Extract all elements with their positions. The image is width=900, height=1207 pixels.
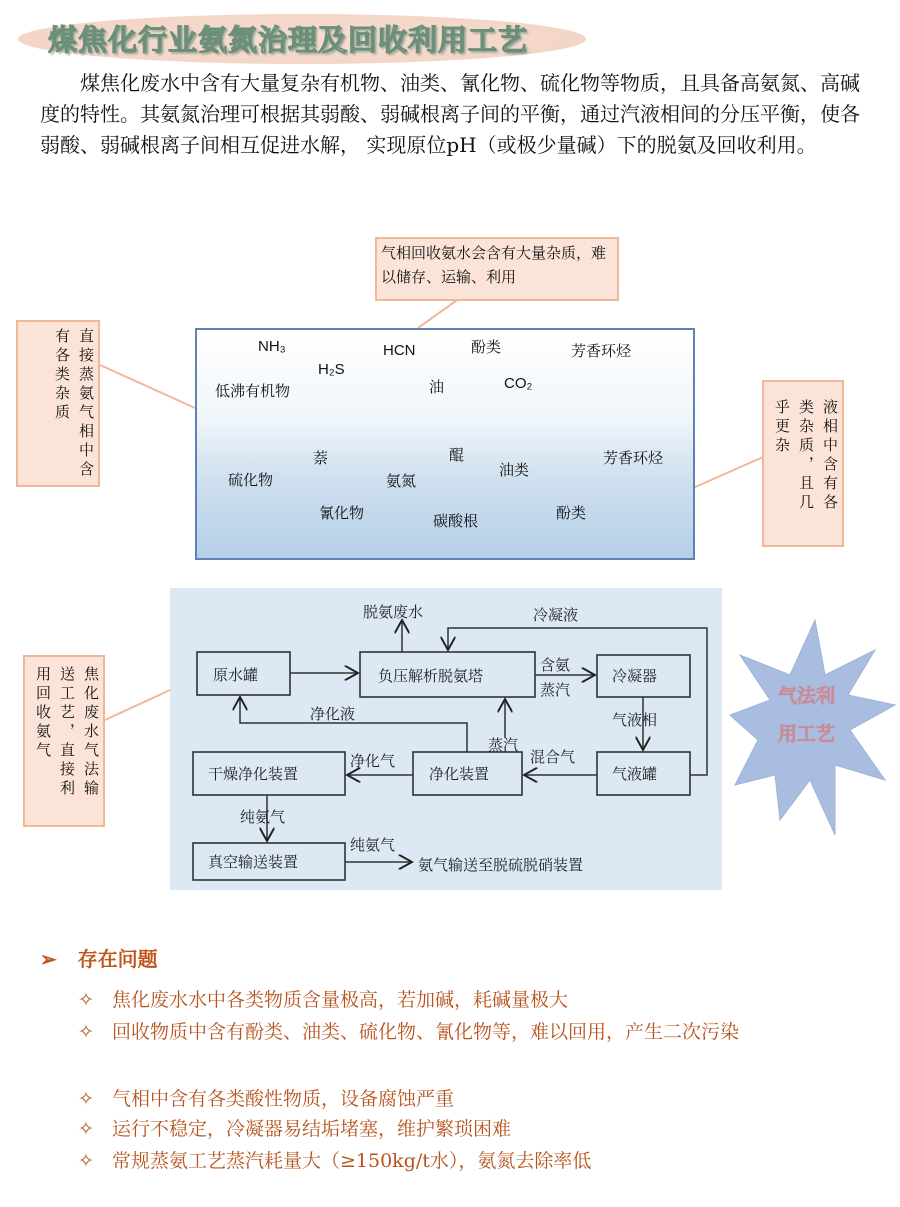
label-ammonia: 氨氮 [386,472,417,490]
label-co2: CO₂ [504,375,533,392]
label-ammonia-steam-1: 含氨 [540,656,571,674]
badge-line1: 气法利 [778,685,836,707]
problem-item [78,1084,852,1114]
label-sulfide: 硫化物 [228,471,274,489]
callout-left [16,320,100,487]
label-gl-phase: 气液相 [612,711,658,729]
label-ammonia-steam-2: 蒸汽 [540,681,571,699]
process-flowchart [0,580,900,900]
label-hcn: HCN [383,342,416,359]
label-deam-water: 脱氨废水 [363,603,424,621]
label-steam: 蒸汽 [488,736,519,754]
label-oils: 油类 [499,461,530,479]
problem-text: 运行不稳定，冷凝器易结垢堵塞，维护繁琐困难 [112,1118,512,1140]
label-condenser: 冷凝器 [612,667,658,685]
star-bullet-icon: ✧ [78,989,94,1011]
label-phenol-gas: 酚类 [471,338,502,356]
badge-line2: 用工艺 [778,723,836,745]
label-quinone: 醌 [449,446,465,464]
label-gl-tank: 气液罐 [612,765,658,783]
label-purified-liquid: 净化液 [310,705,356,723]
label-output: 氨气输送至脱硫脱硝装置 [418,856,584,874]
label-purified-gas: 净化气 [350,752,396,770]
label-phenol-liquid: 酚类 [556,504,587,522]
label-carbonate: 碳酸根 [433,512,479,530]
problem-item [78,985,852,1015]
callout-left-text: 直接蒸氨气相中含有各类杂质 [53,327,95,480]
label-h2s: H₂S [318,361,345,378]
problem-text: 焦化废水水中各类物质含量极高，若加碱，耗碱量极大 [112,989,569,1011]
page-title: 煤焦化行业氨氮治理及回收利用工艺 [48,23,529,57]
gas-liquid-box [195,328,695,560]
star-bullet-icon: ✧ [78,1150,94,1172]
label-oil: 油 [429,378,445,396]
label-dry-purifier: 干燥净化装置 [208,765,299,783]
star-bullet-icon: ✧ [78,1088,94,1110]
callout-right [762,380,844,547]
callout-flow-left [23,655,105,827]
label-cyanide: 氰化物 [319,504,365,522]
problem-item [78,1017,837,1047]
label-naphthalene: 萘 [313,449,329,467]
label-mixed-gas: 混合气 [530,748,576,766]
callout-top: 气相回收氨水会含有大量杂质，难以储存、运输、利用 [375,237,619,301]
intro-paragraph: 煤焦化废水中含有大量复杂有机物、油类、氰化物、硫化物等物质，且具备高氨氮、高碱度的特性。其氨氮治理可根据其弱酸、弱碱根离子间的平衡，通过汽液相间的分压平衡，使各弱酸、弱碱根离子间相互促进水解， 实现原位pH（或极少量碱）下的脱氨及回收利用。 [40,71,860,157]
label-pure-ammonia-1: 纯氨气 [240,808,286,826]
problem-item [78,1114,852,1144]
arrow-bullet-icon: ➢ [40,947,78,971]
label-pure-ammonia-2: 纯氨气 [350,836,396,854]
label-vacuum: 真空输送装置 [208,853,299,871]
label-low-boiling: 低沸有机物 [215,382,291,400]
label-purifier: 净化装置 [429,765,490,783]
problems-heading-text: 存在问题 [77,947,158,971]
problem-text: 回收物质中含有酚类、油类、硫化物、氰化物等，难以回用，产生二次污染 [112,1021,740,1043]
callout-flow-left-text: 焦化废水气法输送工艺，直接利用回收氨气 [34,666,100,799]
problem-item [78,1146,852,1176]
star-bullet-icon: ✧ [78,1021,94,1043]
problem-text: 常规蒸氨工艺蒸汽耗量大（≥150kg/t水），氨氮去除率低 [112,1150,592,1172]
problem-text: 气相中含有各类酸性物质，设备腐蚀严重 [112,1088,455,1110]
label-raw-tank: 原水罐 [213,666,259,684]
callout-right-text: 液相中含有各类杂质，且几乎更杂 [773,398,839,513]
label-nh3: NH₃ [258,338,286,355]
label-aromatic-liquid: 芳香环烃 [603,449,664,467]
star-bullet-icon: ✧ [78,1118,94,1140]
label-stripper: 负压解析脱氨塔 [378,667,484,685]
label-aromatic-gas: 芳香环烃 [571,342,632,360]
label-condensate: 冷凝液 [533,606,579,624]
problems-heading [40,943,158,972]
